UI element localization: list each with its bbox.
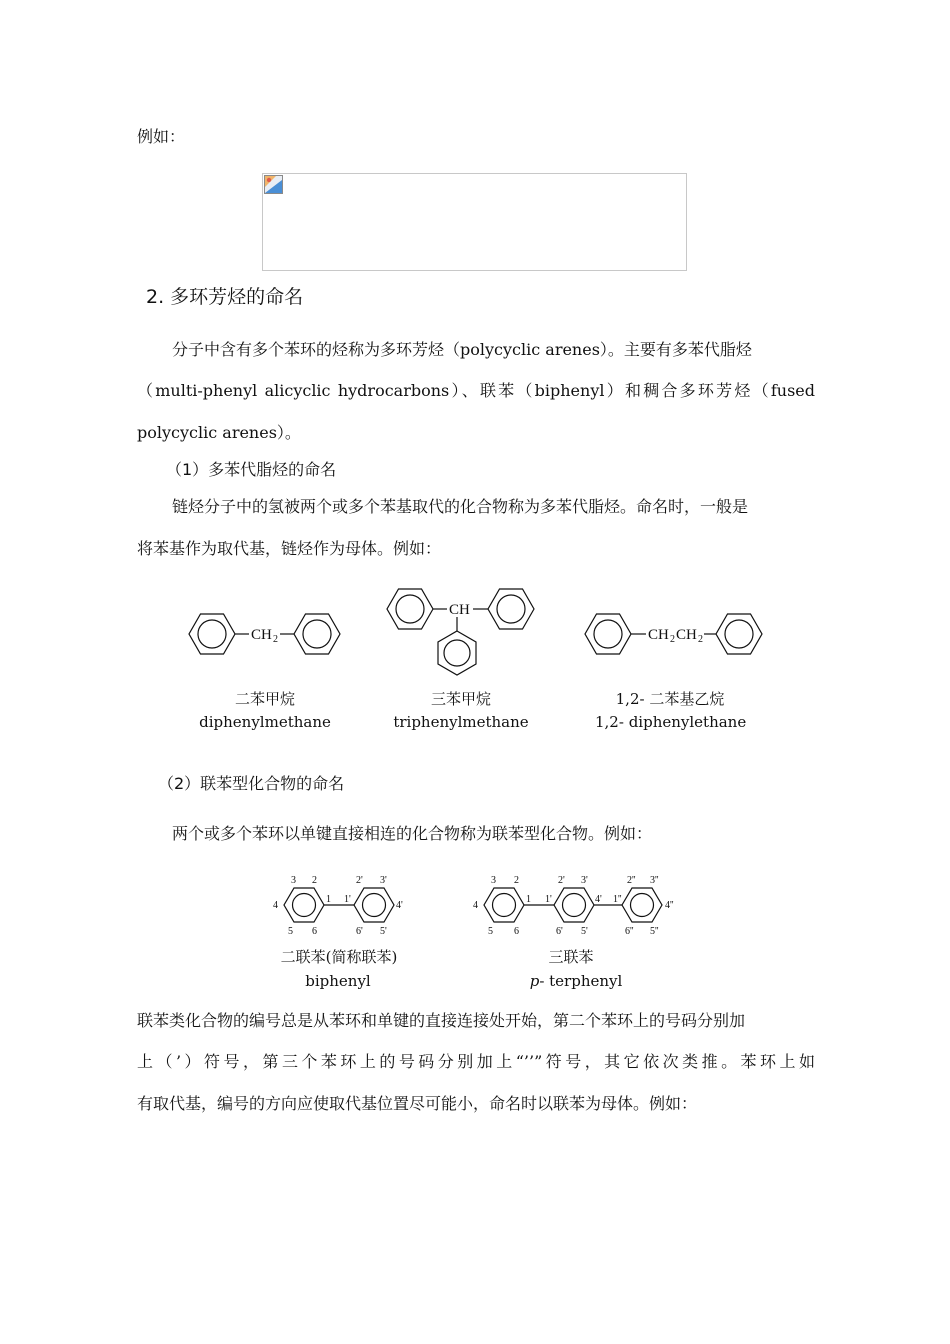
terphenyl-en	[516, 972, 636, 991]
broken-image-icon	[264, 175, 283, 194]
para4-line2: 上（’）符号，第三个苯环上的号码分别加上“’’”符号，其它依次类推。苯环上如	[137, 1052, 815, 1071]
subsection-2-heading: （2）联苯型化合物的命名	[158, 774, 345, 793]
benzene-ring	[554, 888, 594, 922]
svg-text:5: 5	[488, 926, 493, 937]
benzene-ring	[716, 614, 762, 654]
svg-text:6: 6	[312, 926, 317, 937]
svg-text:3: 3	[491, 875, 496, 886]
para3: 两个或多个苯环以单键直接相连的化合物称为联苯型化合物。例如：	[172, 824, 653, 843]
benzene-ring	[354, 888, 394, 922]
broken-image	[262, 173, 687, 271]
svg-text:2'': 2''	[627, 875, 636, 886]
svg-text:1': 1'	[344, 894, 351, 905]
benzene-ring	[294, 614, 340, 654]
benzene-ring	[484, 888, 524, 922]
svg-text:2': 2'	[558, 875, 565, 886]
diphenylethane-en: 1,2- diphenylethane	[595, 713, 747, 731]
terphenyl-prefix: p	[529, 972, 540, 990]
svg-text:4: 4	[273, 900, 278, 911]
triphenylmethane-structure	[384, 585, 544, 670]
svg-text:4': 4'	[396, 900, 403, 911]
benzene-ring	[585, 614, 631, 654]
benzene-ring	[622, 888, 662, 922]
formula-ch-b: CH	[676, 627, 697, 643]
benzene-ring	[284, 888, 324, 922]
subsection-1-heading: （1）多苯代脂烃的命名	[166, 460, 337, 479]
svg-text:5': 5'	[581, 926, 588, 937]
svg-text:6'': 6''	[625, 926, 634, 937]
formula-ch: CH	[449, 602, 470, 618]
svg-text:5: 5	[288, 926, 293, 937]
terphenyl-rest: - terphenyl	[539, 972, 623, 990]
svg-text:1: 1	[326, 894, 331, 905]
triphenylmethane-en: triphenylmethane	[393, 713, 529, 731]
para4-line1: 联苯类化合物的编号总是从苯环和单键的直接连接处开始，第二个苯环上的号码分别加	[137, 1011, 746, 1030]
svg-text:6': 6'	[356, 926, 363, 937]
para1-line1: 分子中含有多个苯环的烃称为多环芳烃（polycyclic arenes）。主要有多苯代脂烃	[172, 340, 752, 359]
diphenylmethane-structure	[186, 610, 346, 658]
formula-sub-b: 2	[698, 634, 703, 645]
svg-text:1': 1'	[545, 894, 552, 905]
biphenyl-en: biphenyl	[305, 972, 371, 990]
svg-text:3': 3'	[581, 875, 588, 886]
diphenylmethane-cn: 二苯甲烷	[234, 690, 295, 708]
benzene-ring	[438, 631, 476, 675]
svg-text:3': 3'	[380, 875, 387, 886]
biphenyl-cn: 二联苯(简称联苯)	[280, 948, 398, 966]
formula-sub-a: 2	[670, 634, 675, 645]
svg-text:6: 6	[514, 926, 519, 937]
svg-text:2: 2	[514, 875, 519, 886]
benzene-ring	[488, 589, 534, 629]
para1-line2: （multi-phenyl alicyclic hydrocarbons）、联苯（biphenyl）和稠合多环芳烃（fused	[137, 381, 815, 400]
svg-text:2': 2'	[356, 875, 363, 886]
svg-text:3'': 3''	[650, 875, 659, 886]
formula-ch-a: CH	[648, 627, 669, 643]
intro-example: 例如：	[137, 127, 186, 146]
diphenylethane-structure	[582, 610, 772, 658]
diphenylmethane-en: diphenylmethane	[199, 713, 331, 731]
terphenyl-structure	[468, 872, 688, 938]
para2-line2: 将苯基作为取代基，链烃作为母体。例如：	[137, 539, 442, 558]
svg-text:3: 3	[291, 875, 296, 886]
svg-text:4'': 4''	[665, 900, 674, 911]
svg-text:6': 6'	[556, 926, 563, 937]
para1-line3: polycyclic arenes）。	[137, 423, 301, 442]
biphenyl-structure	[268, 872, 418, 938]
triphenylmethane-cn: 三苯甲烷	[430, 690, 491, 708]
benzene-ring	[189, 614, 235, 654]
formula-sub: 2	[273, 634, 278, 645]
svg-text:1: 1	[526, 894, 531, 905]
para4-line3: 有取代基，编号的方向应使取代基位置尽可能小，命名时以联苯为母体。例如：	[137, 1094, 698, 1113]
diphenylethane-cn: 1,2- 二苯基乙烷	[615, 690, 725, 708]
section-2-heading: 2. 多环芳烃的命名	[146, 286, 304, 308]
svg-text:4: 4	[473, 900, 478, 911]
svg-text:5'': 5''	[650, 926, 659, 937]
para2-line1: 链烃分子中的氢被两个或多个苯基取代的化合物称为多苯代脂烃。命名时，一般是	[172, 497, 749, 516]
benzene-ring	[387, 589, 433, 629]
svg-text:2: 2	[312, 875, 317, 886]
terphenyl-cn: 三联苯	[548, 948, 594, 966]
formula-ch: CH	[251, 627, 272, 643]
svg-text:5': 5'	[380, 926, 387, 937]
svg-text:4': 4'	[595, 894, 602, 905]
svg-text:1'': 1''	[613, 894, 622, 905]
